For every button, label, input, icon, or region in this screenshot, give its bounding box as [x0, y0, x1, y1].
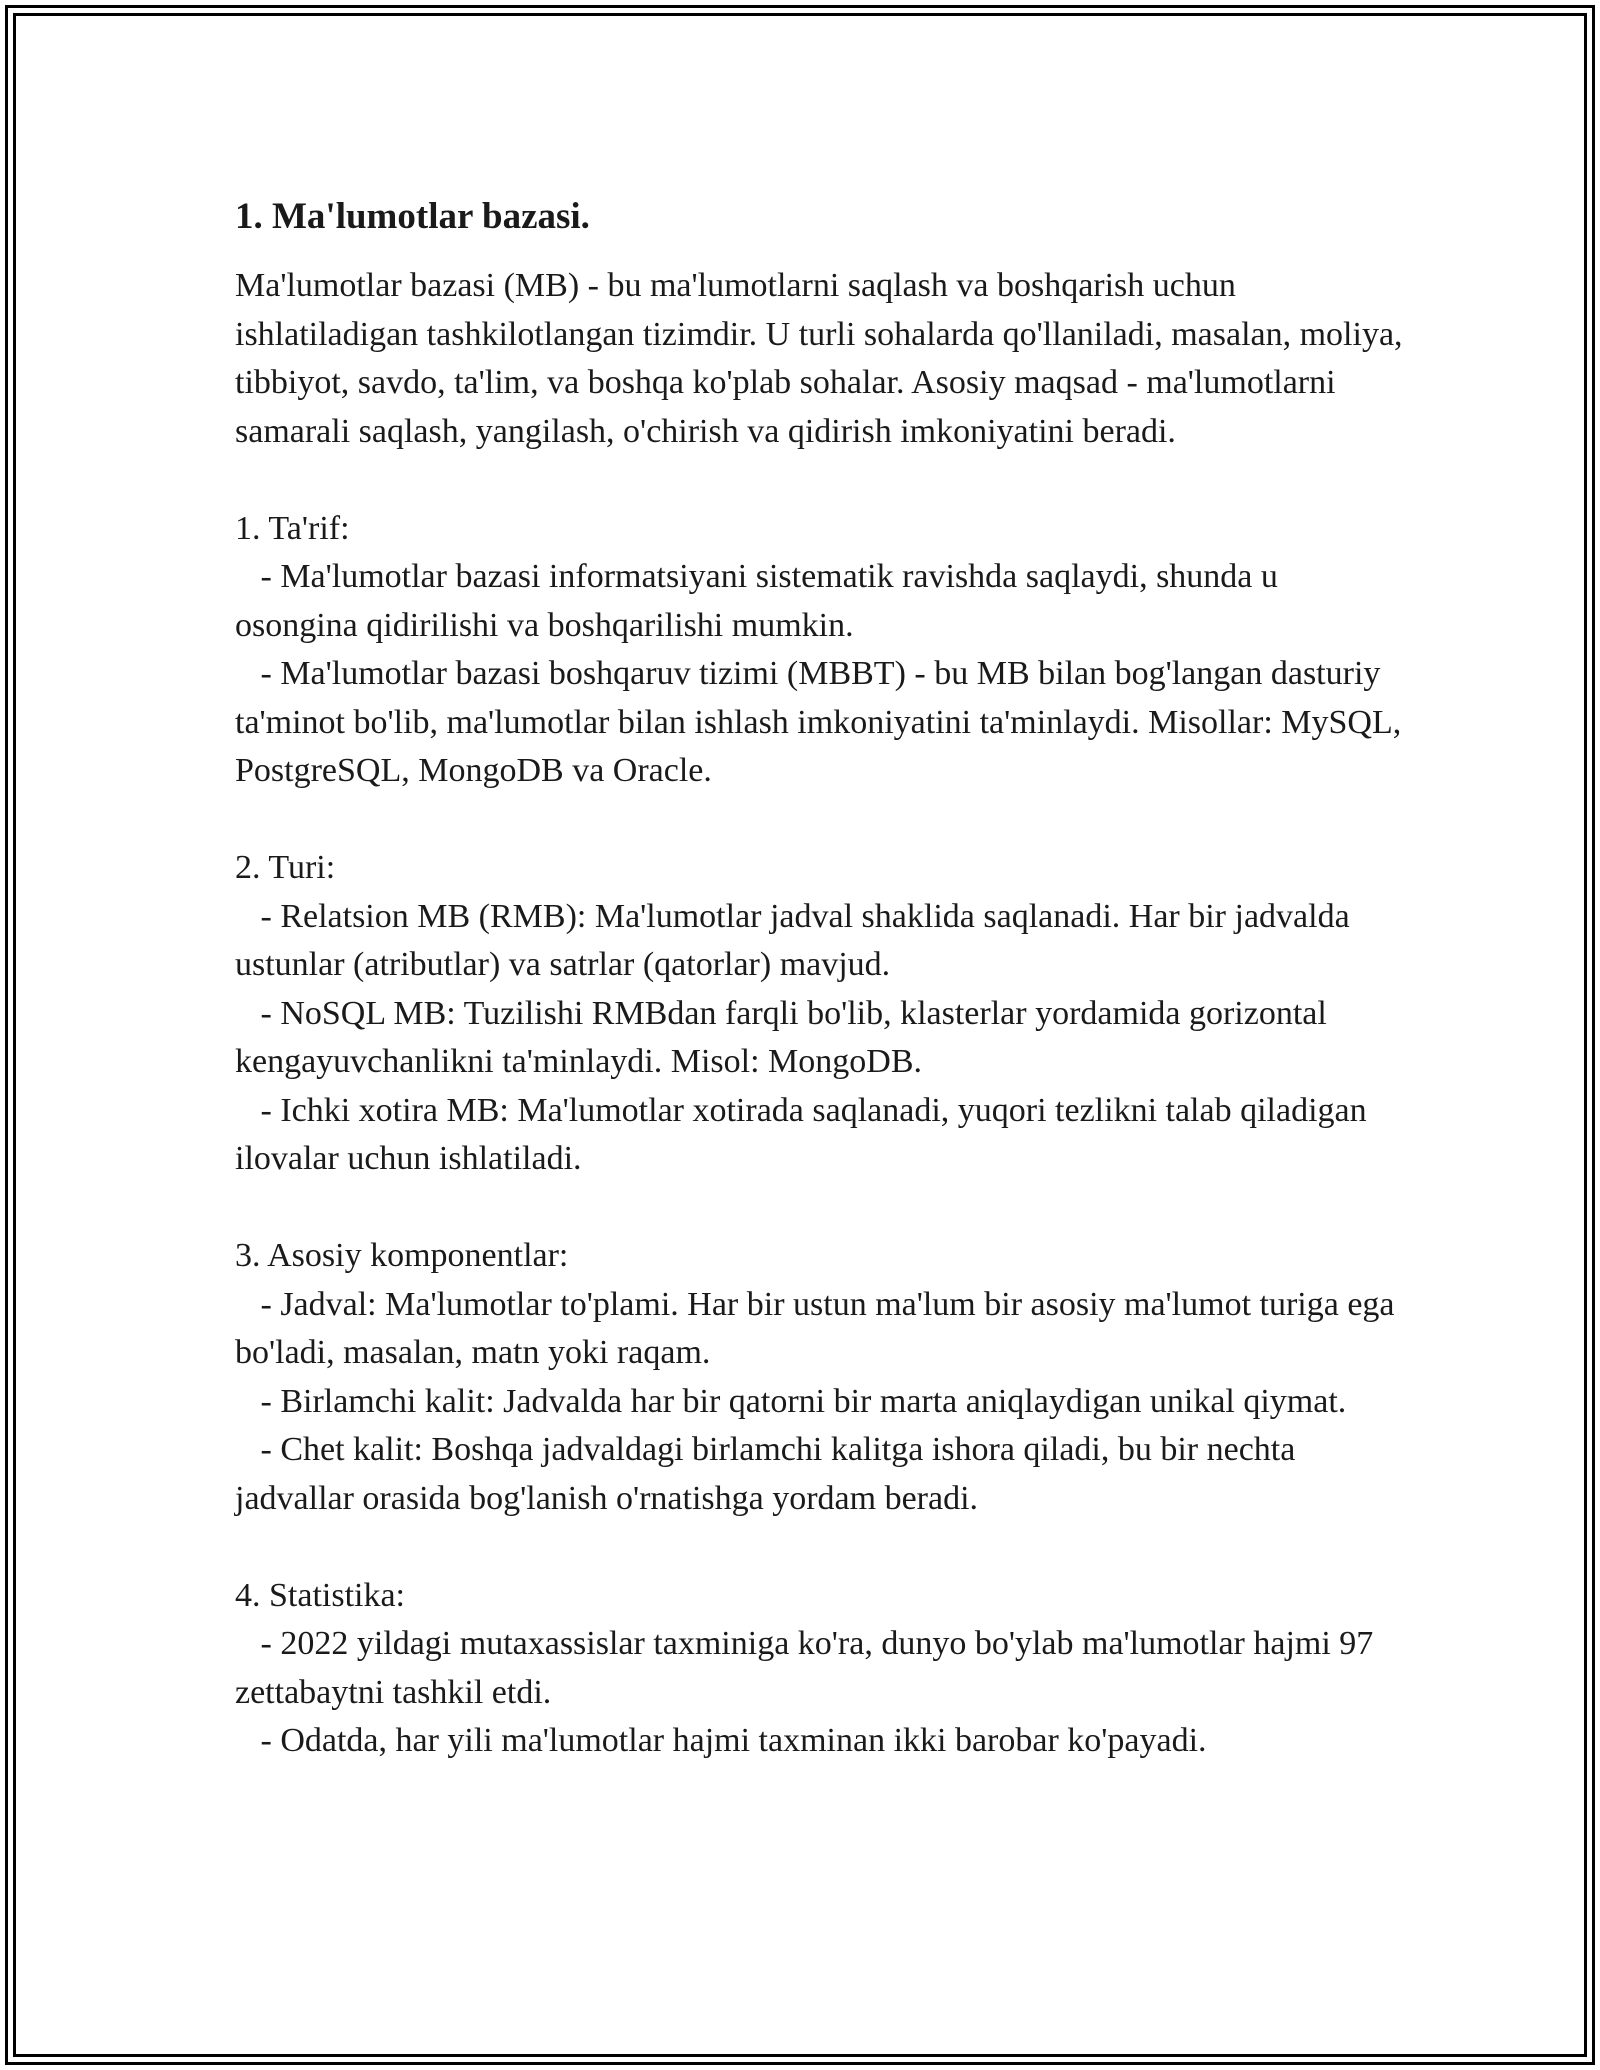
- section-components: [235, 1232, 1405, 1523]
- list-item-text: - Ichki xotira MB: Ma'lumotlar xotirada saqlanadi, yuqori tezlikni talab qiladigan ilovalar uchun ishlatiladi.: [235, 1091, 1367, 1177]
- section-statistics: [235, 1572, 1405, 1766]
- list-item: [235, 1281, 1405, 1378]
- list-item: [235, 990, 1405, 1087]
- list-item-text: - Birlamchi kalit: Jadvalda har bir qatorni bir marta aniqlaydigan unikal qiymat.: [260, 1382, 1347, 1420]
- section-title: 4. Statistika:: [235, 1576, 405, 1614]
- list-item: [235, 1087, 1405, 1184]
- list-item: [235, 1717, 1405, 1766]
- intro-paragraph: Ma'lumotlar bazasi (MB) - bu ma'lumotlarni saqlash va boshqarish uchun ishlatiladigan tashkilotlangan tizimdir. U turli sohalarda qo'llaniladi, masalan, moliya, tibbiyot, savdo, ta'lim, va boshqa ko'plab sohalar. Asosiy maqsad - ma'lumotlarni samarali saqlash, yangilash, o'chirish va qidirish imkoniyatini beradi.: [235, 267, 1403, 450]
- list-item: [235, 893, 1405, 990]
- section-title: 3. Asosiy komponentlar:: [235, 1237, 569, 1274]
- list-item-text: - Odatda, har yili ma'lumotlar hajmi taxminan ikki barobar ko'payadi.: [260, 1722, 1207, 1759]
- list-item: [235, 1426, 1405, 1523]
- list-item-text: - 2022 yildagi mutaxassislar taxminiga ko'ra, dunyo bo'ylab ma'lumotlar hajmi 97 zettabaytni tashkil etdi.: [235, 1625, 1374, 1711]
- spacer: [235, 796, 1405, 845]
- spacer: [235, 1523, 1405, 1572]
- list-item-text: - Chet kalit: Boshqa jadvaldagi birlamchi kalitga ishora qiladi, bu bir nechta jadvallar orasida bog'lanish o'rnatishga yordam beradi.: [235, 1431, 1296, 1517]
- list-item-text: - Jadval: Ma'lumotlar to'plami. Har bir ustun ma'lum bir asosiy ma'lumot turiga ega bo'ladi, masalan, matn yoki raqam.: [235, 1285, 1395, 1371]
- spacer: [235, 456, 1405, 505]
- list-item-text: - Relatsion MB (RMB): Ma'lumotlar jadval shaklida saqlanadi. Har bir jadvalda ustunlar (atributlar) va satrlar (qatorlar) mavjud.: [235, 897, 1350, 983]
- list-item: [235, 553, 1405, 650]
- list-item-text: - Ma'lumotlar bazasi informatsiyani sistematik ravishda saqlaydi, shunda u osongina qidirilishi va boshqarilishi mumkin.: [235, 558, 1278, 644]
- document-body: [235, 190, 1405, 1766]
- list-item: [235, 1378, 1405, 1427]
- list-item-text: - Ma'lumotlar bazasi boshqaruv tizimi (MBBT) - bu MB bilan bog'langan dasturiy ta'minot bo'lib, ma'lumotlar bilan ishlash imkoniyatini ta'minlaydi. Misollar: MySQL, PostgreSQL, MongoDB va Oracle.: [235, 655, 1402, 789]
- spacer: [235, 1184, 1405, 1233]
- section-definition: [235, 505, 1405, 796]
- section-title: 2. Turi:: [235, 849, 336, 886]
- list-item: [235, 1620, 1405, 1717]
- section-types: [235, 844, 1405, 1184]
- section-title: 1. Ta'rif:: [235, 509, 350, 547]
- document-heading: 1. Ma'lumotlar bazasi.: [235, 196, 590, 237]
- list-item: [235, 650, 1405, 796]
- list-item-text: - NoSQL MB: Tuzilishi RMBdan farqli bo'lib, klasterlar yordamida gorizontal kengayuvchanlikni ta'minlaydi. Misol: MongoDB.: [235, 994, 1327, 1080]
